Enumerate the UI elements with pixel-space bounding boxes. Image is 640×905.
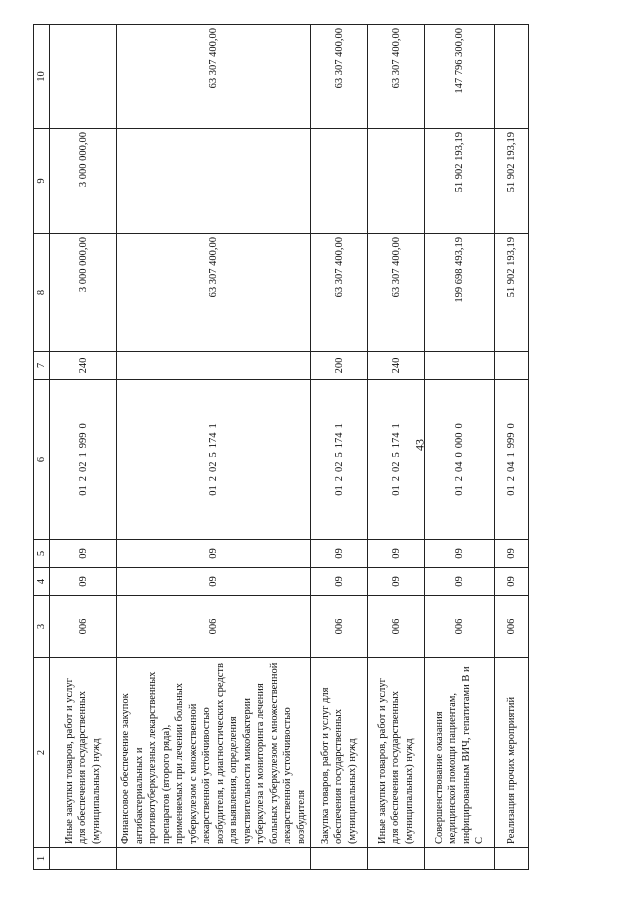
target-article-code: 0120251741: [368, 380, 425, 540]
amount-total: 3 000 000,00: [50, 234, 117, 352]
amount-total: 63 307 400,00: [368, 234, 425, 352]
column-number: 3: [34, 596, 50, 658]
amount-col-10: [495, 25, 529, 129]
column-number: 4: [34, 568, 50, 596]
section-code: 09: [495, 568, 529, 596]
ministry-code: 006: [311, 596, 368, 658]
amount-total: 199 698 493,19: [425, 234, 495, 352]
section-code: 09: [311, 568, 368, 596]
subsection-code: 09: [50, 540, 117, 568]
table-body: [50, 25, 529, 870]
section-code: 09: [117, 568, 311, 596]
column-number: 1: [34, 848, 50, 870]
row-col-1: [425, 848, 495, 870]
row-name: Совершенствование оказания медицинской помощи пациентам, инфицированным ВИЧ, гепатитами В и С: [425, 658, 495, 848]
ministry-code: 006: [495, 596, 529, 658]
amount-col-10: 147 796 300,00: [425, 25, 495, 129]
column-number-row: [34, 25, 50, 870]
subsection-code: 09: [368, 540, 425, 568]
table-row: [495, 25, 529, 870]
amount-col-9: [117, 129, 311, 234]
amount-col-10: 63 307 400,00: [368, 25, 425, 129]
column-number: 7: [34, 352, 50, 380]
expense-type-code: [425, 352, 495, 380]
row-col-1: [368, 848, 425, 870]
amount-total: 63 307 400,00: [311, 234, 368, 352]
amount-col-10: [50, 25, 117, 129]
amount-total: 51 902 193,19: [495, 234, 529, 352]
column-number: 8: [34, 234, 50, 352]
table-row: [368, 25, 425, 870]
subsection-code: 09: [311, 540, 368, 568]
target-article-code: 0120400000: [425, 380, 495, 540]
amount-col-9: [368, 129, 425, 234]
table-row: [117, 25, 311, 870]
subsection-code: 09: [117, 540, 311, 568]
expense-type-code: 240: [50, 352, 117, 380]
rotated-budget-table-container: [33, 25, 598, 870]
row-col-1: [495, 848, 529, 870]
section-code: 09: [50, 568, 117, 596]
column-number: 5: [34, 540, 50, 568]
table-row: [50, 25, 117, 870]
expense-type-code: 240: [368, 352, 425, 380]
row-col-1: [311, 848, 368, 870]
ministry-code: 006: [368, 596, 425, 658]
target-article-code: 0120251741: [117, 380, 311, 540]
expense-type-code: [495, 352, 529, 380]
row-name: Иные закупки товаров, работ и услуг для обеспечения государственных (муниципальных) нужд: [368, 658, 425, 848]
amount-col-10: 63 307 400,00: [117, 25, 311, 129]
budget-table: [33, 24, 529, 870]
column-number: 2: [34, 658, 50, 848]
amount-col-9: [311, 129, 368, 234]
table-row: [425, 25, 495, 870]
expense-type-code: 200: [311, 352, 368, 380]
page-number: 43: [412, 439, 427, 451]
subsection-code: 09: [425, 540, 495, 568]
section-code: 09: [425, 568, 495, 596]
column-number: 9: [34, 129, 50, 234]
amount-col-10: 63 307 400,00: [311, 25, 368, 129]
row-name: Закупка товаров, работ и услуг для обеспечения государственных (муниципальных) нужд: [311, 658, 368, 848]
amount-col-9: 51 902 193,19: [425, 129, 495, 234]
subsection-code: 09: [495, 540, 529, 568]
column-number: 6: [34, 380, 50, 540]
row-name: Финансовое обеспечение закупок антибактериальных и противотуберкулезных лекарственных препаратов (второго ряда), применяемых при лечении больных туберкулезом с множественной лекарственной устойчивостью возбудителя, и диагностических средств для выявления, определения чувствительности микобактерии туберкулеза и мониторинга лечения больных туберкулезом с множественной лекарственной устойчивостью возбудителя: [117, 658, 311, 848]
ministry-code: 006: [50, 596, 117, 658]
amount-total: 63 307 400,00: [117, 234, 311, 352]
amount-col-9: 51 902 193,19: [495, 129, 529, 234]
target-article-code: 0120251741: [311, 380, 368, 540]
section-code: 09: [368, 568, 425, 596]
ministry-code: 006: [117, 596, 311, 658]
target-article-code: 0120219990: [50, 380, 117, 540]
row-col-1: [50, 848, 117, 870]
row-col-1: [117, 848, 311, 870]
row-name: Иные закупки товаров, работ и услуг для обеспечения государственных (муниципальных) нужд: [50, 658, 117, 848]
ministry-code: 006: [425, 596, 495, 658]
expense-type-code: [117, 352, 311, 380]
target-article-code: 0120419990: [495, 380, 529, 540]
column-number: 10: [34, 25, 50, 129]
row-name: Реализация прочих мероприятий: [495, 658, 529, 848]
amount-col-9: 3 000 000,00: [50, 129, 117, 234]
table-row: [311, 25, 368, 870]
